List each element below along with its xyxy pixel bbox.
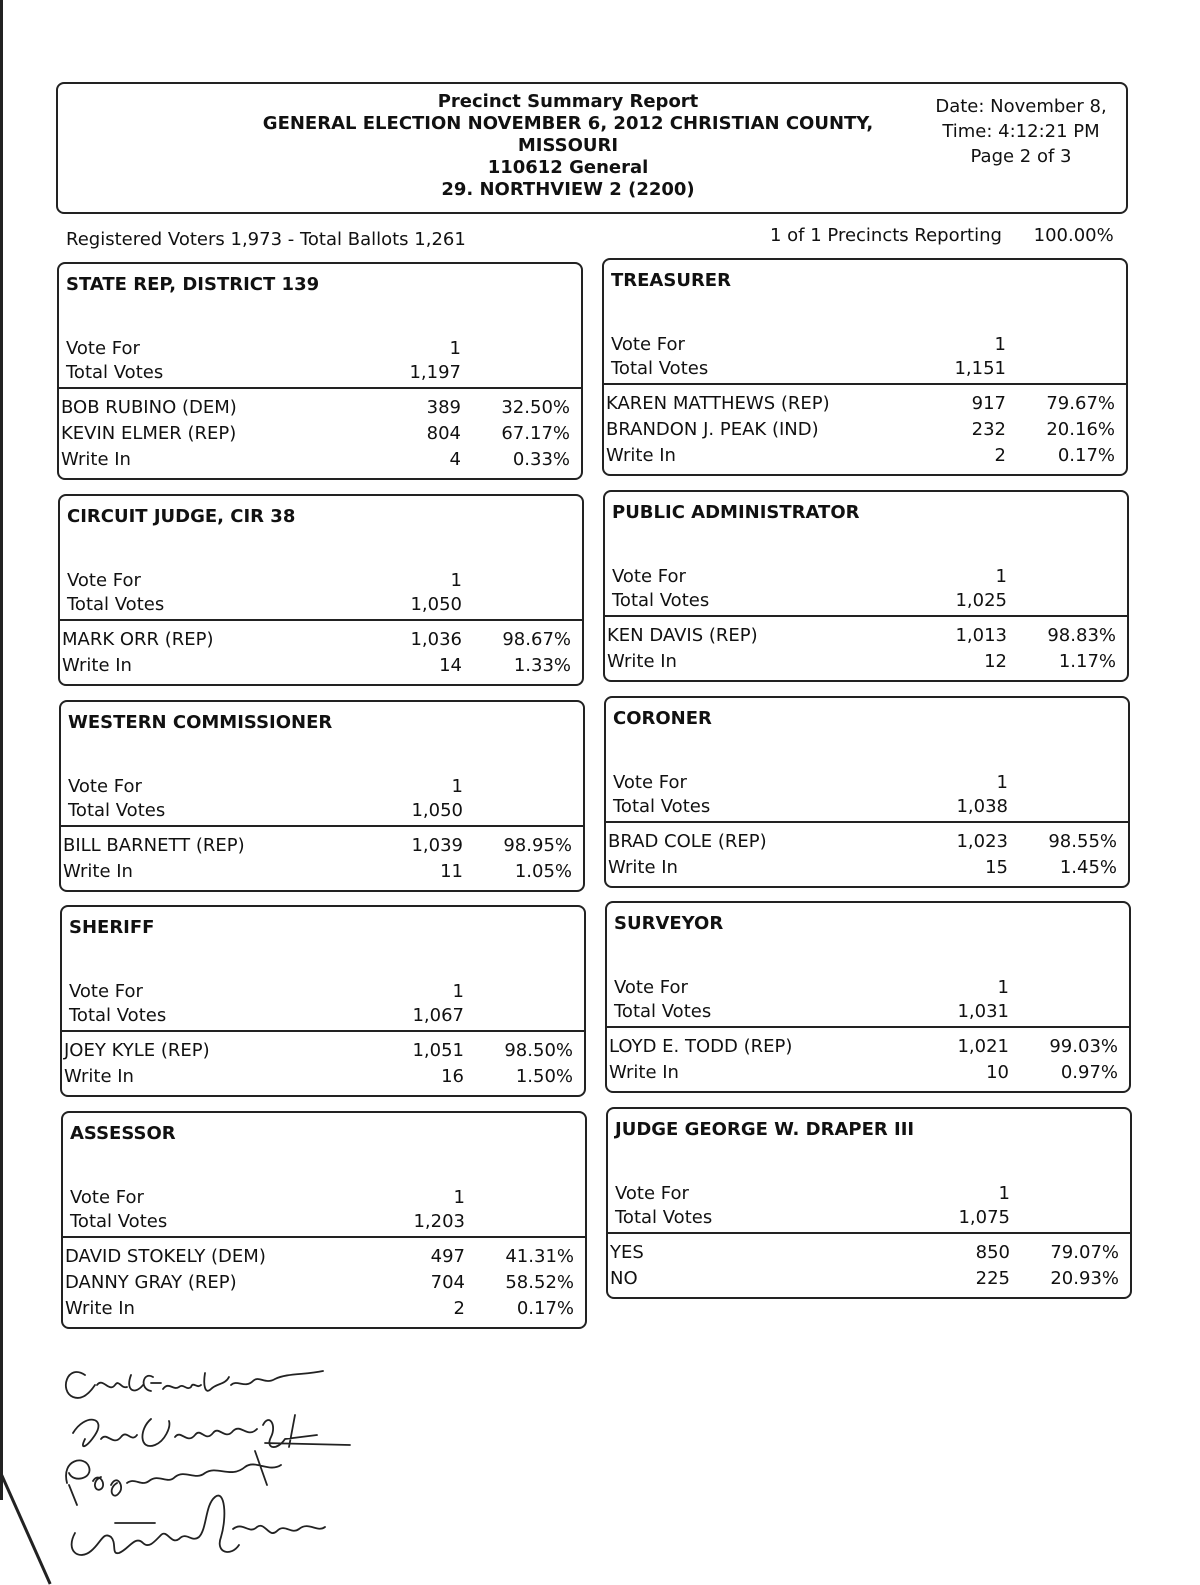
race-vote-summary [70, 1186, 580, 1234]
candidate-row [63, 833, 578, 859]
total-votes-label: Total Votes [615, 1207, 713, 1228]
candidate-name: DANNY GRAY (REP) [65, 1272, 237, 1293]
total-votes-row [68, 799, 578, 823]
candidate-percent: 58.52% [505, 1272, 574, 1293]
candidate-row [61, 395, 576, 421]
vote-for-value: 1 [994, 334, 1006, 355]
candidate-name: Write In [64, 1066, 134, 1087]
page-number: Page 2 of 3 [970, 146, 1072, 167]
total-votes-value: 1,067 [412, 1005, 464, 1026]
vote-for-label: Vote For [70, 1187, 144, 1208]
candidate-percent: 1.17% [1058, 651, 1116, 672]
candidate-votes: 497 [430, 1246, 465, 1267]
page-corner-edge [0, 1474, 52, 1585]
total-votes-value: 1,197 [409, 362, 461, 383]
vote-for-row [613, 771, 1123, 795]
total-votes-row [615, 1206, 1125, 1230]
candidate-name: BRANDON J. PEAK (IND) [606, 419, 819, 440]
candidate-name: Write In [62, 655, 132, 676]
vote-for-label: Vote For [69, 981, 143, 1002]
candidate-row [607, 649, 1122, 675]
signatures [55, 1355, 375, 1570]
race-box [604, 696, 1130, 888]
total-votes-label: Total Votes [614, 1001, 712, 1022]
race-vote-summary [69, 980, 579, 1028]
vote-for-row [615, 1182, 1125, 1206]
candidate-list [608, 829, 1123, 881]
race-divider [604, 383, 1126, 385]
candidate-percent: 79.67% [1046, 393, 1115, 414]
total-votes-label: Total Votes [611, 358, 709, 379]
report-time: Time: 4:12:21 PM [942, 121, 1100, 142]
vote-for-label: Vote For [613, 772, 687, 793]
total-votes-value: 1,050 [410, 594, 462, 615]
total-votes-label: Total Votes [66, 362, 164, 383]
race-vote-summary [67, 569, 577, 617]
vote-for-value: 1 [998, 1183, 1010, 1204]
candidate-votes: 225 [975, 1268, 1010, 1289]
vote-for-value: 1 [450, 570, 462, 591]
report-date: Date: November 8, [935, 96, 1107, 117]
candidate-row [62, 627, 577, 653]
signature-4 [72, 1496, 325, 1555]
candidate-votes: 1,051 [412, 1040, 464, 1061]
race-divider [63, 1236, 585, 1238]
candidate-row [65, 1270, 580, 1296]
race-title: SHERIFF [69, 917, 155, 938]
candidate-votes: 4 [449, 449, 461, 470]
total-votes-row [613, 795, 1123, 819]
candidate-percent: 0.97% [1060, 1062, 1118, 1083]
race-title: PUBLIC ADMINISTRATOR [612, 502, 860, 523]
race-divider [60, 619, 582, 621]
candidate-votes: 11 [440, 861, 463, 882]
vote-for-row [614, 976, 1124, 1000]
candidate-name: Write In [606, 445, 676, 466]
candidate-votes: 15 [985, 857, 1008, 878]
vote-for-row [67, 569, 577, 593]
candidate-votes: 389 [426, 397, 461, 418]
race-vote-summary [614, 976, 1124, 1024]
candidate-name: NO [610, 1268, 638, 1289]
vote-for-value: 1 [453, 1187, 465, 1208]
vote-for-label: Vote For [611, 334, 685, 355]
race-vote-summary [613, 771, 1123, 819]
total-votes-value: 1,151 [954, 358, 1006, 379]
candidate-row [61, 421, 576, 447]
header-title-block [208, 91, 928, 201]
race-box [606, 1107, 1132, 1299]
candidate-list [61, 395, 576, 473]
candidate-name: Write In [607, 651, 677, 672]
candidate-votes: 850 [975, 1242, 1010, 1263]
candidate-row [609, 1060, 1124, 1086]
vote-for-label: Vote For [68, 776, 142, 797]
race-divider [608, 1232, 1130, 1234]
candidate-list [607, 623, 1122, 675]
candidate-percent: 67.17% [501, 423, 570, 444]
race-title: ASSESSOR [70, 1123, 176, 1144]
voter-summary: Registered Voters 1,973 - Total Ballots 1,261 [66, 229, 466, 250]
candidate-votes: 2 [453, 1298, 465, 1319]
candidate-row [65, 1296, 580, 1322]
candidate-percent: 98.83% [1047, 625, 1116, 646]
total-votes-label: Total Votes [612, 590, 710, 611]
vote-for-value: 1 [995, 566, 1007, 587]
candidate-votes: 1,023 [956, 831, 1008, 852]
total-votes-value: 1,031 [957, 1001, 1009, 1022]
race-vote-summary [611, 333, 1121, 381]
race-box [58, 494, 584, 686]
candidate-votes: 2 [994, 445, 1006, 466]
candidate-votes: 14 [439, 655, 462, 676]
candidate-row [65, 1244, 580, 1270]
candidate-row [608, 855, 1123, 881]
precinct-summary [770, 225, 1114, 246]
total-votes-value: 1,025 [955, 590, 1007, 611]
vote-for-value: 1 [452, 981, 464, 1002]
candidate-percent: 98.95% [503, 835, 572, 856]
vote-for-value: 1 [997, 977, 1009, 998]
candidate-name: Write In [65, 1298, 135, 1319]
race-title: STATE REP, DISTRICT 139 [66, 274, 320, 295]
total-votes-row [67, 593, 577, 617]
vote-for-label: Vote For [67, 570, 141, 591]
candidate-list [64, 1038, 579, 1090]
precincts-reporting: 1 of 1 Precincts Reporting [770, 225, 1002, 246]
candidate-name: LOYD E. TODD (REP) [609, 1036, 793, 1057]
race-vote-summary [66, 337, 576, 385]
candidate-votes: 10 [986, 1062, 1009, 1083]
candidate-list [606, 391, 1121, 469]
race-divider [59, 387, 581, 389]
race-box [61, 1111, 587, 1329]
race-box [602, 258, 1128, 476]
candidate-votes: 12 [984, 651, 1007, 672]
race-divider [62, 1030, 584, 1032]
race-title: CIRCUIT JUDGE, CIR 38 [67, 506, 296, 527]
total-votes-label: Total Votes [68, 800, 166, 821]
candidate-percent: 32.50% [501, 397, 570, 418]
candidate-name: KEVIN ELMER (REP) [61, 423, 237, 444]
candidate-percent: 20.16% [1046, 419, 1115, 440]
candidate-name: JOEY KYLE (REP) [64, 1040, 210, 1061]
vote-for-label: Vote For [66, 338, 140, 359]
candidate-row [609, 1034, 1124, 1060]
candidate-name: KEN DAVIS (REP) [607, 625, 758, 646]
header-meta [926, 94, 1116, 169]
vote-for-label: Vote For [614, 977, 688, 998]
election-line-1: GENERAL ELECTION NOVEMBER 6, 2012 CHRISTIAN COUNTY, [262, 113, 874, 134]
candidate-percent: 98.50% [504, 1040, 573, 1061]
candidate-percent: 20.93% [1050, 1268, 1119, 1289]
candidate-row [606, 443, 1121, 469]
candidate-row [606, 417, 1121, 443]
candidate-percent: 0.17% [516, 1298, 574, 1319]
total-votes-row [612, 589, 1122, 613]
candidate-percent: 79.07% [1050, 1242, 1119, 1263]
total-votes-value: 1,050 [411, 800, 463, 821]
candidate-percent: 0.17% [1057, 445, 1115, 466]
candidate-percent: 99.03% [1049, 1036, 1118, 1057]
candidate-percent: 1.05% [514, 861, 572, 882]
candidate-percent: 0.33% [512, 449, 570, 470]
candidate-row [63, 859, 578, 885]
total-votes-label: Total Votes [613, 796, 711, 817]
candidate-name: BILL BARNETT (REP) [63, 835, 245, 856]
candidate-percent: 98.55% [1048, 831, 1117, 852]
candidate-votes: 804 [426, 423, 461, 444]
candidate-list [62, 627, 577, 679]
report-title: Precinct Summary Report [437, 91, 699, 112]
total-votes-value: 1,038 [956, 796, 1008, 817]
candidate-name: Write In [63, 861, 133, 882]
candidate-name: DAVID STOKELY (DEM) [65, 1246, 266, 1267]
signature-2 [73, 1415, 350, 1447]
vote-for-row [70, 1186, 580, 1210]
vote-for-row [611, 333, 1121, 357]
candidate-name: BRAD COLE (REP) [608, 831, 767, 852]
candidate-percent: 41.31% [505, 1246, 574, 1267]
candidate-votes: 16 [441, 1066, 464, 1087]
race-divider [605, 615, 1127, 617]
vote-for-value: 1 [451, 776, 463, 797]
candidate-percent: 1.45% [1059, 857, 1117, 878]
candidate-votes: 1,013 [955, 625, 1007, 646]
candidate-row [62, 653, 577, 679]
race-vote-summary [615, 1182, 1125, 1230]
candidate-name: BOB RUBINO (DEM) [61, 397, 237, 418]
race-title: SURVEYOR [614, 913, 724, 934]
election-code: 110612 General [487, 157, 649, 178]
race-box [57, 262, 583, 480]
vote-for-label: Vote For [612, 566, 686, 587]
race-box [605, 901, 1131, 1093]
candidate-percent: 1.33% [513, 655, 571, 676]
candidate-name: KAREN MATTHEWS (REP) [606, 393, 830, 414]
race-title: CORONER [613, 708, 712, 729]
race-divider [606, 821, 1128, 823]
precinct-name: 29. NORTHVIEW 2 (2200) [441, 179, 695, 200]
reporting-percent: 100.00% [1033, 225, 1114, 246]
candidate-votes: 704 [430, 1272, 465, 1293]
page-left-edge [0, 0, 3, 1500]
candidate-percent: 98.67% [502, 629, 571, 650]
candidate-row [64, 1064, 579, 1090]
vote-for-row [68, 775, 578, 799]
vote-for-value: 1 [996, 772, 1008, 793]
candidate-row [607, 623, 1122, 649]
candidate-votes: 1,021 [957, 1036, 1009, 1057]
total-votes-value: 1,203 [413, 1211, 465, 1232]
race-divider [61, 825, 583, 827]
total-votes-label: Total Votes [70, 1211, 168, 1232]
vote-for-row [612, 565, 1122, 589]
race-title: WESTERN COMMISSIONER [68, 712, 333, 733]
candidate-votes: 1,036 [410, 629, 462, 650]
vote-for-row [69, 980, 579, 1004]
total-votes-value: 1,075 [958, 1207, 1010, 1228]
race-box [60, 905, 586, 1097]
race-divider [607, 1026, 1129, 1028]
election-line-2: MISSOURI [517, 135, 619, 156]
total-votes-label: Total Votes [67, 594, 165, 615]
total-votes-row [66, 361, 576, 385]
signature-3 [66, 1451, 281, 1505]
total-votes-row [69, 1004, 579, 1028]
candidate-list [609, 1034, 1124, 1086]
race-box [59, 700, 585, 892]
candidate-list [610, 1240, 1125, 1292]
candidate-row [610, 1266, 1125, 1292]
candidate-row [64, 1038, 579, 1064]
candidate-votes: 917 [971, 393, 1006, 414]
total-votes-row [614, 1000, 1124, 1024]
candidate-row [606, 391, 1121, 417]
candidate-name: YES [610, 1242, 644, 1263]
candidate-votes: 232 [971, 419, 1006, 440]
vote-for-label: Vote For [615, 1183, 689, 1204]
total-votes-label: Total Votes [69, 1005, 167, 1026]
candidate-list [65, 1244, 580, 1322]
report-header [56, 82, 1128, 214]
candidate-name: MARK ORR (REP) [62, 629, 214, 650]
candidate-percent: 1.50% [515, 1066, 573, 1087]
race-vote-summary [68, 775, 578, 823]
vote-for-value: 1 [449, 338, 461, 359]
candidate-row [608, 829, 1123, 855]
candidate-row [61, 447, 576, 473]
vote-for-row [66, 337, 576, 361]
signature-1 [66, 1371, 323, 1398]
candidate-name: Write In [608, 857, 678, 878]
race-vote-summary [612, 565, 1122, 613]
race-title: JUDGE GEORGE W. DRAPER III [615, 1119, 915, 1140]
total-votes-row [611, 357, 1121, 381]
candidate-row [610, 1240, 1125, 1266]
candidate-list [63, 833, 578, 885]
race-title: TREASURER [611, 270, 731, 291]
candidate-name: Write In [61, 449, 131, 470]
candidate-name: Write In [609, 1062, 679, 1083]
total-votes-row [70, 1210, 580, 1234]
candidate-votes: 1,039 [411, 835, 463, 856]
race-box [603, 490, 1129, 682]
